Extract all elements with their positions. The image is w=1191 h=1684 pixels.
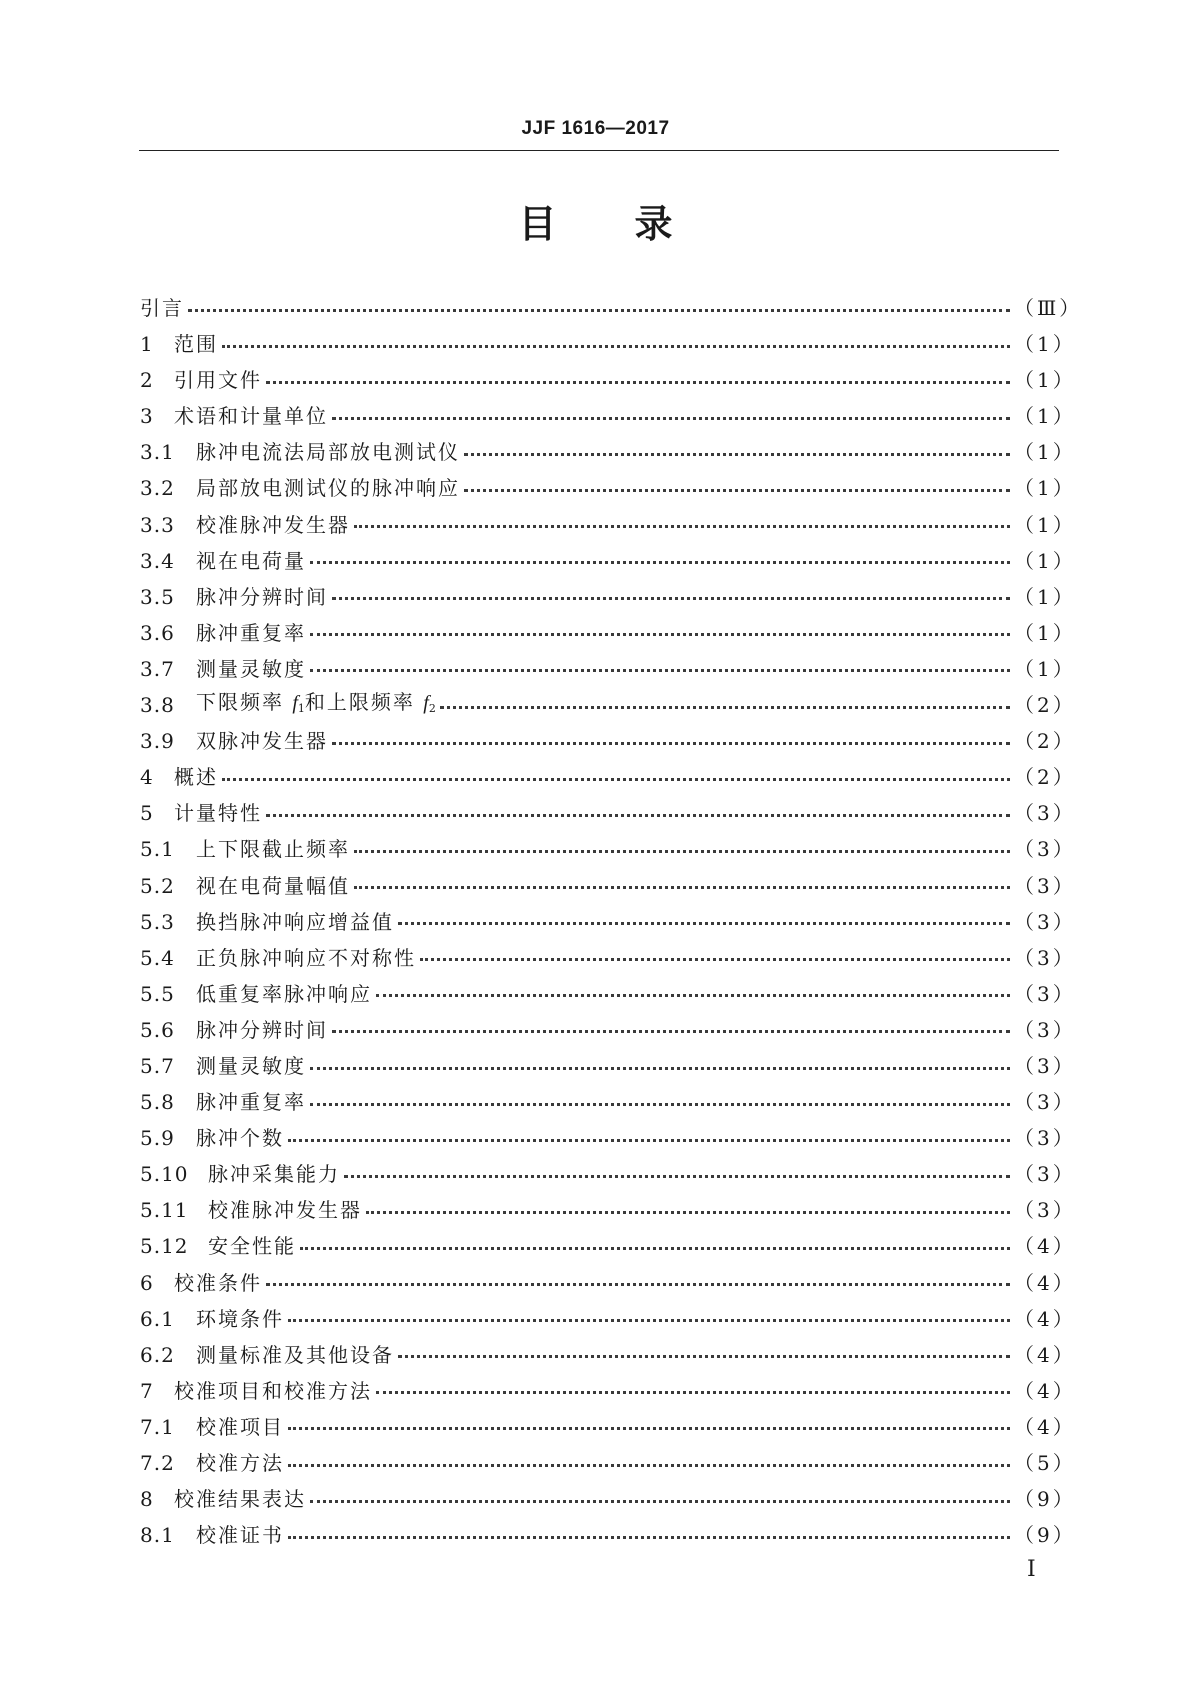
toc-entry-page: （1） — [1014, 440, 1076, 465]
toc-entry[interactable] — [140, 362, 1076, 398]
title-text: 和上限频率 — [304, 689, 424, 714]
dot-leader — [354, 886, 1010, 889]
toc-entry-page: （1） — [1014, 368, 1076, 393]
toc-entry-page: （4） — [1014, 1378, 1076, 1403]
toc-entry-number: 6.2 — [140, 1342, 175, 1367]
table-of-contents — [140, 290, 1083, 1553]
toc-entry-number: 5.2 — [140, 873, 175, 898]
toc-entry-page: （3） — [1014, 837, 1076, 862]
symbol-f: f — [423, 691, 429, 714]
toc-entry-title: 脉冲个数 — [196, 1126, 284, 1151]
dot-leader — [266, 381, 1010, 384]
title-text: 下限频率 — [196, 689, 293, 714]
toc-entry-number: 5.1 — [140, 837, 175, 862]
dot-leader — [310, 1067, 1010, 1070]
toc-entry-page: （Ⅲ） — [1014, 296, 1083, 320]
toc-entry-title: 校准证书 — [196, 1523, 284, 1548]
toc-entry-title: 术语和计量单位 — [174, 404, 328, 429]
toc-entry-page: （5） — [1014, 1451, 1076, 1475]
toc-entry-page: （3） — [1014, 1198, 1076, 1223]
dot-leader — [376, 994, 1010, 997]
toc-entry[interactable] — [140, 1445, 1076, 1481]
toc-entry-page: （4） — [1014, 1306, 1076, 1331]
toc-entry-number: 5.6 — [140, 1017, 175, 1042]
toc-entry[interactable] — [140, 1084, 1076, 1120]
toc-entry[interactable] — [140, 687, 1076, 723]
dot-leader — [376, 1391, 1010, 1394]
toc-entry[interactable] — [140, 1156, 1076, 1192]
toc-entry[interactable] — [140, 470, 1076, 506]
dot-leader — [398, 922, 1010, 925]
toc-entry[interactable] — [140, 1409, 1076, 1445]
toc-entry[interactable] — [140, 1192, 1076, 1228]
toc-entry-title: 视在电荷量幅值 — [196, 873, 350, 898]
dot-leader — [222, 345, 1010, 348]
toc-entry-page: （1） — [1014, 332, 1076, 357]
toc-entry-page: （9） — [1014, 1487, 1076, 1512]
toc-entry-number: 3.2 — [140, 476, 175, 501]
toc-entry-page: （2） — [1014, 693, 1076, 718]
toc-entry-title: 引用文件 — [174, 368, 262, 393]
toc-entry-title: 脉冲电流法局部放电测试仪 — [196, 440, 460, 465]
toc-entry-page: （1） — [1014, 620, 1076, 645]
toc-entry-title — [196, 684, 436, 727]
toc-entry-title: 脉冲重复率 — [196, 620, 306, 645]
page-title — [0, 200, 1191, 248]
dot-leader — [464, 489, 1010, 492]
toc-entry[interactable] — [140, 1337, 1076, 1373]
toc-entry-title: 校准条件 — [174, 1270, 262, 1295]
toc-entry-title: 校准方法 — [196, 1451, 284, 1475]
toc-entry[interactable] — [140, 795, 1076, 831]
dot-leader — [310, 561, 1010, 564]
subscript: 2 — [428, 701, 436, 715]
toc-entry[interactable] — [140, 1012, 1076, 1048]
toc-entry-title: 环境条件 — [196, 1306, 284, 1331]
toc-entry[interactable] — [140, 1228, 1076, 1264]
header-divider — [139, 150, 1059, 151]
toc-entry-title: 校准脉冲发生器 — [208, 1198, 362, 1223]
toc-entry-page: （3） — [1014, 1017, 1076, 1042]
toc-entry-page: （1） — [1014, 584, 1076, 609]
dot-leader — [188, 309, 1010, 312]
dot-leader — [310, 633, 1010, 636]
toc-entry-page: （1） — [1014, 656, 1076, 681]
toc-entry-number: 3.8 — [140, 693, 175, 718]
toc-entry-page: （3） — [1014, 1162, 1076, 1187]
toc-entry-title: 校准项目 — [196, 1414, 284, 1439]
toc-entry-page: （9） — [1014, 1523, 1076, 1548]
toc-entry-title: 测量灵敏度 — [196, 656, 306, 681]
dot-leader — [222, 778, 1010, 781]
toc-entry[interactable] — [140, 1517, 1076, 1553]
toc-entry[interactable] — [140, 326, 1076, 362]
toc-entry-number: 4 — [140, 765, 154, 790]
dot-leader — [300, 1247, 1010, 1250]
toc-entry-title: 双脉冲发生器 — [196, 729, 328, 754]
toc-entry-title: 脉冲采集能力 — [208, 1162, 340, 1187]
toc-entry-number: 2 — [140, 368, 154, 393]
toc-entry-number: 3.5 — [140, 584, 175, 609]
toc-entry-page: （1） — [1014, 476, 1076, 501]
toc-entry-number: 7 — [140, 1378, 154, 1403]
toc-entry-page: （3） — [1014, 909, 1076, 934]
toc-entry-title: 校准结果表达 — [174, 1487, 306, 1512]
toc-entry-page: （3） — [1014, 1126, 1076, 1151]
toc-entry-number: 6.1 — [140, 1306, 175, 1331]
title-char-1: 目 — [518, 202, 557, 246]
toc-entry[interactable] — [140, 1373, 1076, 1409]
dot-leader — [440, 706, 1010, 709]
toc-entry-number: 5.3 — [140, 909, 175, 934]
toc-entry-page: （1） — [1014, 404, 1076, 429]
toc-entry[interactable] — [140, 759, 1076, 795]
toc-entry-title: 脉冲分辨时间 — [196, 584, 328, 609]
toc-entry-page: （3） — [1014, 801, 1076, 826]
toc-entry-title: 脉冲分辨时间 — [196, 1017, 328, 1042]
toc-entry-title: 测量灵敏度 — [196, 1053, 306, 1078]
toc-entry-title: 脉冲重复率 — [196, 1090, 306, 1115]
toc-entry-number: 6 — [140, 1270, 154, 1295]
toc-entry-title: 测量标准及其他设备 — [196, 1342, 394, 1367]
toc-entry[interactable] — [140, 1120, 1076, 1156]
toc-entry-title: 引言 — [140, 296, 184, 320]
dot-leader — [332, 742, 1010, 745]
toc-entry[interactable] — [140, 1048, 1076, 1084]
toc-entry-number: 5.7 — [140, 1053, 175, 1078]
toc-entry-number: 5 — [140, 801, 154, 826]
toc-entry[interactable] — [140, 398, 1076, 434]
dot-leader — [266, 814, 1010, 817]
toc-entry[interactable] — [140, 579, 1076, 615]
toc-entry-number: 5.12 — [140, 1234, 189, 1259]
toc-entry-page: （4） — [1014, 1414, 1076, 1439]
dot-leader — [288, 1139, 1010, 1142]
dot-leader — [266, 1283, 1010, 1286]
toc-entry-number: 8 — [140, 1487, 154, 1512]
toc-entry-title: 低重复率脉冲响应 — [196, 981, 372, 1006]
document-code-header: JJF 1616—2017 — [521, 118, 670, 139]
toc-entry-number: 5.5 — [140, 981, 175, 1006]
toc-entry-number: 5.10 — [140, 1162, 189, 1187]
toc-entry-page: （3） — [1014, 981, 1076, 1006]
toc-entry-page: （1） — [1014, 512, 1076, 537]
toc-entry[interactable] — [140, 434, 1076, 470]
toc-entry[interactable] — [140, 940, 1076, 976]
toc-entry[interactable] — [140, 1301, 1076, 1337]
toc-entry-number: 3.1 — [140, 440, 175, 465]
toc-entry-title: 计量特性 — [174, 801, 262, 826]
toc-entry-number: 3 — [140, 404, 154, 429]
toc-entry[interactable] — [140, 976, 1076, 1012]
symbol-f: f — [292, 691, 298, 714]
toc-entry[interactable] — [140, 290, 1083, 326]
dot-leader — [398, 1355, 1010, 1358]
toc-entry-number: 1 — [140, 332, 154, 357]
dot-leader — [464, 453, 1010, 456]
toc-entry-title: 概述 — [174, 765, 218, 790]
toc-entry-number: 3.7 — [140, 656, 175, 681]
toc-entry[interactable] — [140, 868, 1076, 904]
dot-leader — [288, 1319, 1010, 1322]
toc-entry-number: 8.1 — [140, 1523, 175, 1548]
toc-entry-page: （3） — [1014, 1090, 1076, 1115]
dot-leader — [332, 597, 1010, 600]
page-number: Ⅰ — [1027, 1556, 1036, 1581]
dot-leader — [310, 669, 1010, 672]
dot-leader — [420, 958, 1010, 961]
toc-entry-title: 安全性能 — [208, 1234, 296, 1259]
toc-entry-number: 7.1 — [140, 1414, 175, 1439]
toc-entry-number: 3.9 — [140, 729, 175, 754]
toc-entry[interactable] — [140, 1481, 1076, 1517]
dot-leader — [288, 1427, 1010, 1430]
toc-entry[interactable] — [140, 831, 1076, 867]
toc-entry-number: 3.4 — [140, 548, 175, 573]
toc-entry-page: （3） — [1014, 945, 1076, 970]
toc-entry[interactable] — [140, 1265, 1076, 1301]
toc-entry-page: （2） — [1014, 765, 1076, 790]
dot-leader — [332, 1030, 1010, 1033]
dot-leader — [310, 1103, 1010, 1106]
toc-entry[interactable] — [140, 615, 1076, 651]
toc-entry-number: 7.2 — [140, 1451, 175, 1475]
toc-entry-page: （4） — [1014, 1342, 1076, 1367]
toc-entry-number: 3.3 — [140, 512, 175, 537]
toc-entry-page: （1） — [1014, 548, 1076, 573]
toc-entry-title: 局部放电测试仪的脉冲响应 — [196, 476, 460, 501]
dot-leader — [344, 1175, 1010, 1178]
toc-entry-title: 换挡脉冲响应增益值 — [196, 909, 394, 934]
toc-entry-page: （4） — [1014, 1270, 1076, 1295]
toc-entry-page: （3） — [1014, 1053, 1076, 1078]
subscript: 1 — [297, 701, 305, 715]
toc-entry-title: 视在电荷量 — [196, 548, 306, 573]
toc-entry-number: 3.6 — [140, 620, 175, 645]
dot-leader — [366, 1211, 1010, 1214]
toc-entry-number: 5.9 — [140, 1126, 175, 1151]
title-char-2: 录 — [634, 202, 673, 246]
toc-entry-title: 校准项目和校准方法 — [174, 1378, 372, 1403]
dot-leader — [310, 1500, 1010, 1503]
toc-entry-page: （2） — [1014, 729, 1076, 754]
toc-entry-number: 5.8 — [140, 1090, 175, 1115]
dot-leader — [288, 1464, 1010, 1467]
dot-leader — [354, 525, 1010, 528]
toc-entry-page: （3） — [1014, 873, 1076, 898]
toc-entry-number: 5.4 — [140, 945, 175, 970]
toc-entry-title: 上下限截止频率 — [196, 837, 350, 862]
toc-entry[interactable] — [140, 723, 1076, 759]
toc-entry[interactable] — [140, 904, 1076, 940]
toc-entry[interactable] — [140, 651, 1076, 687]
toc-entry-page: （4） — [1014, 1234, 1076, 1259]
toc-entry-title: 正负脉冲响应不对称性 — [196, 945, 416, 970]
dot-leader — [332, 417, 1010, 420]
toc-entry-title: 校准脉冲发生器 — [196, 512, 350, 537]
toc-entry-title: 范围 — [174, 332, 218, 357]
toc-entry[interactable] — [140, 543, 1076, 579]
toc-entry[interactable] — [140, 507, 1076, 543]
dot-leader — [354, 850, 1010, 853]
dot-leader — [288, 1536, 1010, 1539]
toc-entry-number: 5.11 — [140, 1198, 189, 1223]
